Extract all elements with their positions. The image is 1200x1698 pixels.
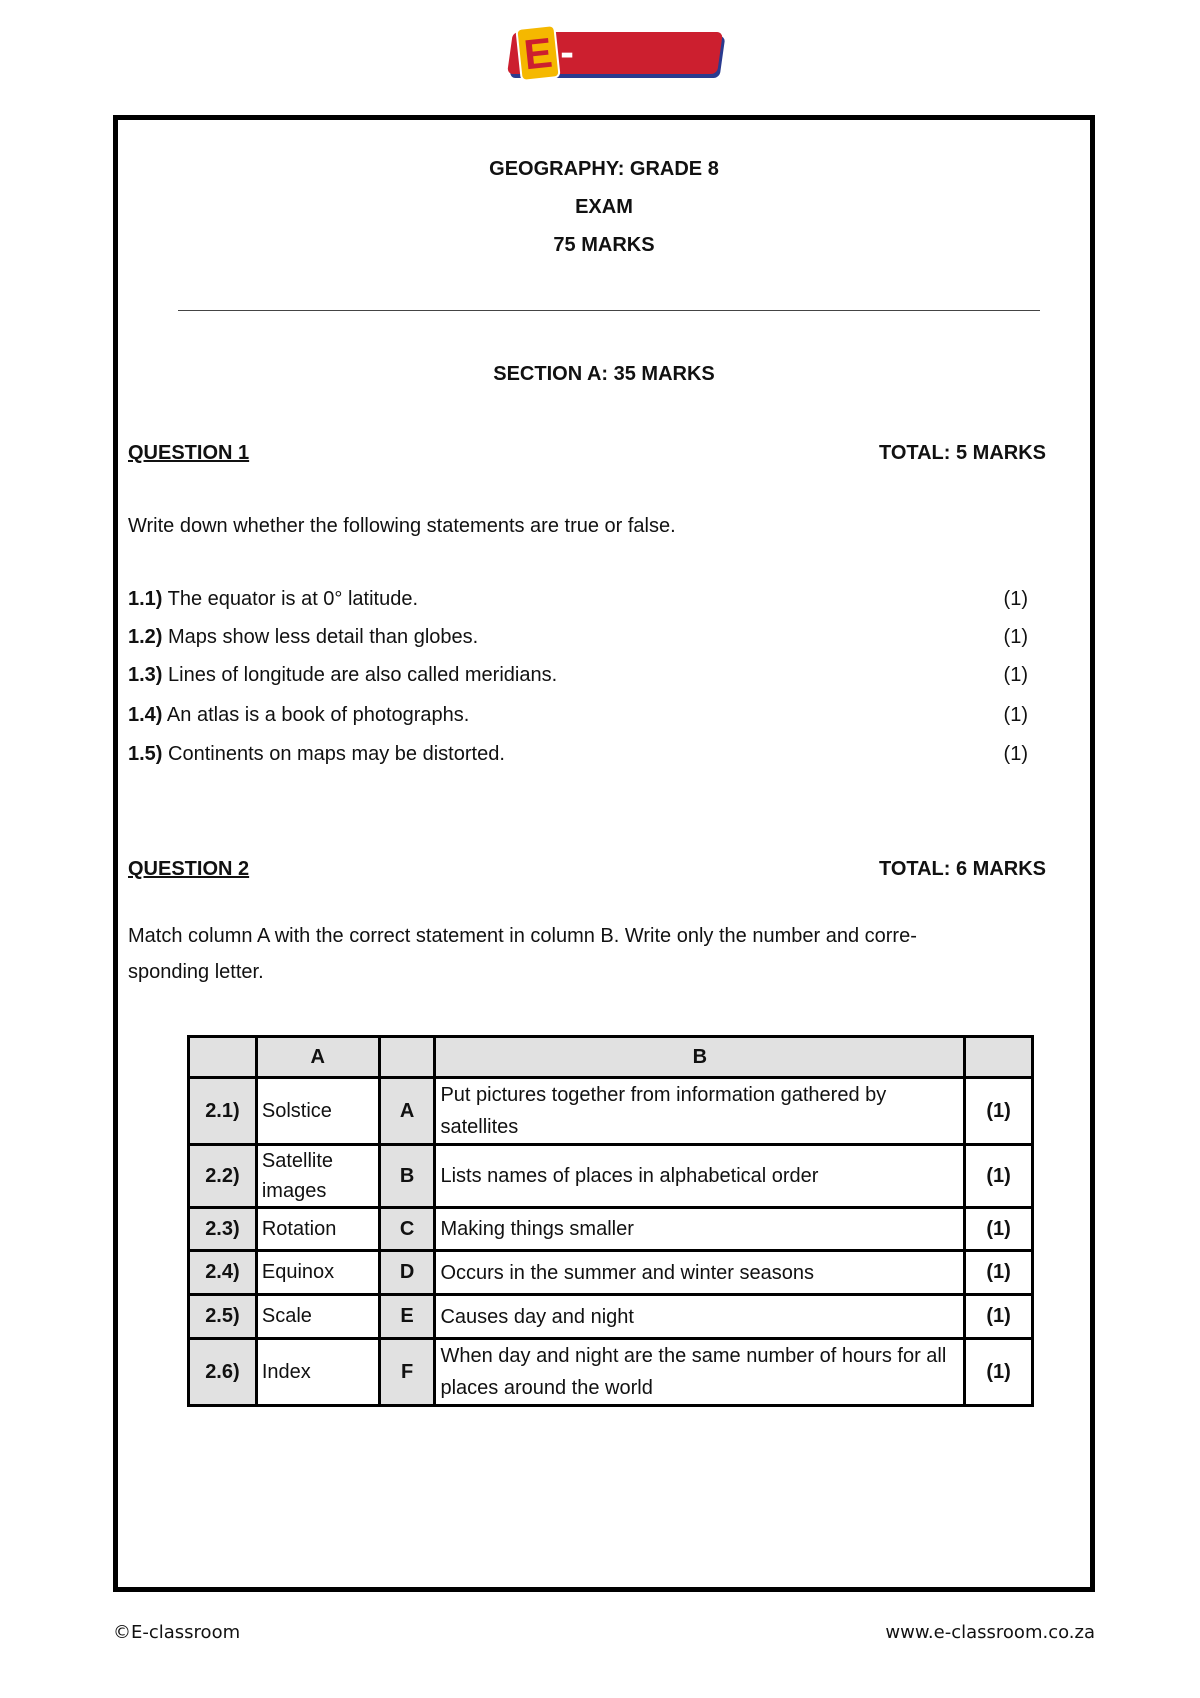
column-b-letter: E	[379, 1295, 435, 1339]
table-row	[189, 1251, 1033, 1295]
tf-item-number: 1.5)	[128, 743, 163, 765]
question-1-header	[128, 442, 1046, 465]
tf-item-number: 1.3)	[128, 664, 163, 686]
tf-item-mark: (1)	[1003, 743, 1028, 765]
question-1-title: QUESTION 1	[128, 442, 250, 464]
exam-title: GEOGRAPHY: GRADE 8	[489, 158, 719, 180]
table-row	[189, 1339, 1033, 1406]
tf-item-mark: (1)	[1003, 704, 1028, 726]
row-mark: (1)	[965, 1339, 1033, 1406]
instruction-line: Match column A with the correct statement in column B. Write only the number and corre-	[128, 925, 917, 947]
tf-item-mark: (1)	[1003, 626, 1028, 648]
table-row	[189, 1208, 1033, 1251]
column-b-statement: Put pictures together from information gathered by satellites	[435, 1078, 965, 1145]
tf-item-text: An atlas is a book of photographs.	[162, 704, 470, 726]
row-number: 2.6)	[189, 1339, 257, 1406]
question-2-header	[128, 858, 1046, 881]
column-a-term: Satellite images	[256, 1145, 379, 1208]
exam-subtitle: EXAM	[575, 196, 633, 218]
tf-item-number: 1.2)	[128, 626, 163, 648]
tf-item-text: Maps show less detail than globes.	[162, 626, 479, 648]
column-b-letter: D	[379, 1251, 435, 1295]
row-number: 2.3)	[189, 1208, 257, 1251]
instruction-line: sponding letter.	[128, 961, 264, 983]
row-mark: (1)	[965, 1208, 1033, 1251]
column-a-term: Index	[256, 1339, 379, 1406]
header-cell-blank	[965, 1037, 1033, 1078]
header-cell-blank	[189, 1037, 257, 1078]
tf-item-text: Lines of longitude are also called meridians.	[162, 664, 558, 686]
header-col-b: B	[435, 1037, 965, 1078]
column-b-letter: F	[379, 1339, 435, 1406]
logo-e-badge: E	[515, 24, 560, 82]
row-number: 2.5)	[189, 1295, 257, 1339]
question-2-total: TOTAL: 6 MARKS	[878, 858, 1046, 880]
footer-website-link[interactable]: www.e-classroom.co.za	[885, 1622, 1095, 1643]
table-row	[189, 1078, 1033, 1145]
section-heading: SECTION A: 35 MARKS	[493, 363, 715, 385]
tf-item	[128, 626, 1028, 649]
column-b-letter: B	[379, 1145, 435, 1208]
column-b-statement: Making things smaller	[435, 1208, 965, 1251]
header-cell-blank	[379, 1037, 435, 1078]
exam-marks: 75 MARKS	[553, 234, 655, 256]
column-a-term: Solstice	[256, 1078, 379, 1145]
matching-table	[187, 1035, 1034, 1407]
row-number: 2.1)	[189, 1078, 257, 1145]
tf-item-number: 1.4)	[128, 704, 163, 726]
tf-item	[128, 743, 1028, 766]
tf-item-text: The equator is at 0° latitude.	[162, 588, 419, 610]
tf-item-number: 1.1)	[128, 588, 163, 610]
row-mark: (1)	[965, 1295, 1033, 1339]
tf-item-mark: (1)	[1003, 588, 1028, 610]
tf-item-text: Continents on maps may be distorted.	[162, 743, 505, 765]
question-2-title: QUESTION 2	[128, 858, 250, 880]
column-a-term: Equinox	[256, 1251, 379, 1295]
column-b-statement: When day and night are the same number of hours for all places around the world	[435, 1339, 965, 1406]
eclassroom-logo	[510, 26, 746, 114]
row-number: 2.2)	[189, 1145, 257, 1208]
tf-item	[128, 588, 1028, 611]
question-2-instruction	[128, 918, 917, 990]
row-number: 2.4)	[189, 1251, 257, 1295]
row-mark: (1)	[965, 1078, 1033, 1145]
column-b-letter: A	[379, 1078, 435, 1145]
tf-item-mark: (1)	[1003, 664, 1028, 686]
column-b-statement: Causes day and night	[435, 1295, 965, 1339]
table-row	[189, 1295, 1033, 1339]
table-row	[189, 1145, 1033, 1208]
tf-item	[128, 664, 1028, 687]
question-1-total: TOTAL: 5 MARKS	[878, 442, 1046, 464]
footer-copyright: ©E-classroom	[113, 1622, 241, 1643]
logo-text: -classroom	[560, 34, 746, 114]
table-header-row	[189, 1037, 1033, 1078]
column-a-term: Rotation	[256, 1208, 379, 1251]
column-b-statement: Lists names of places in alphabetical order	[435, 1145, 965, 1208]
column-b-letter: C	[379, 1208, 435, 1251]
tf-item	[128, 704, 1028, 727]
header-col-a: A	[256, 1037, 379, 1078]
exam-frame	[113, 115, 1095, 1592]
question-1-instruction: Write down whether the following statements are true or false.	[128, 515, 676, 537]
column-a-term: Scale	[256, 1295, 379, 1339]
row-mark: (1)	[965, 1145, 1033, 1208]
column-b-statement: Occurs in the summer and winter seasons	[435, 1251, 965, 1295]
row-mark: (1)	[965, 1251, 1033, 1295]
header-divider	[178, 310, 1040, 311]
